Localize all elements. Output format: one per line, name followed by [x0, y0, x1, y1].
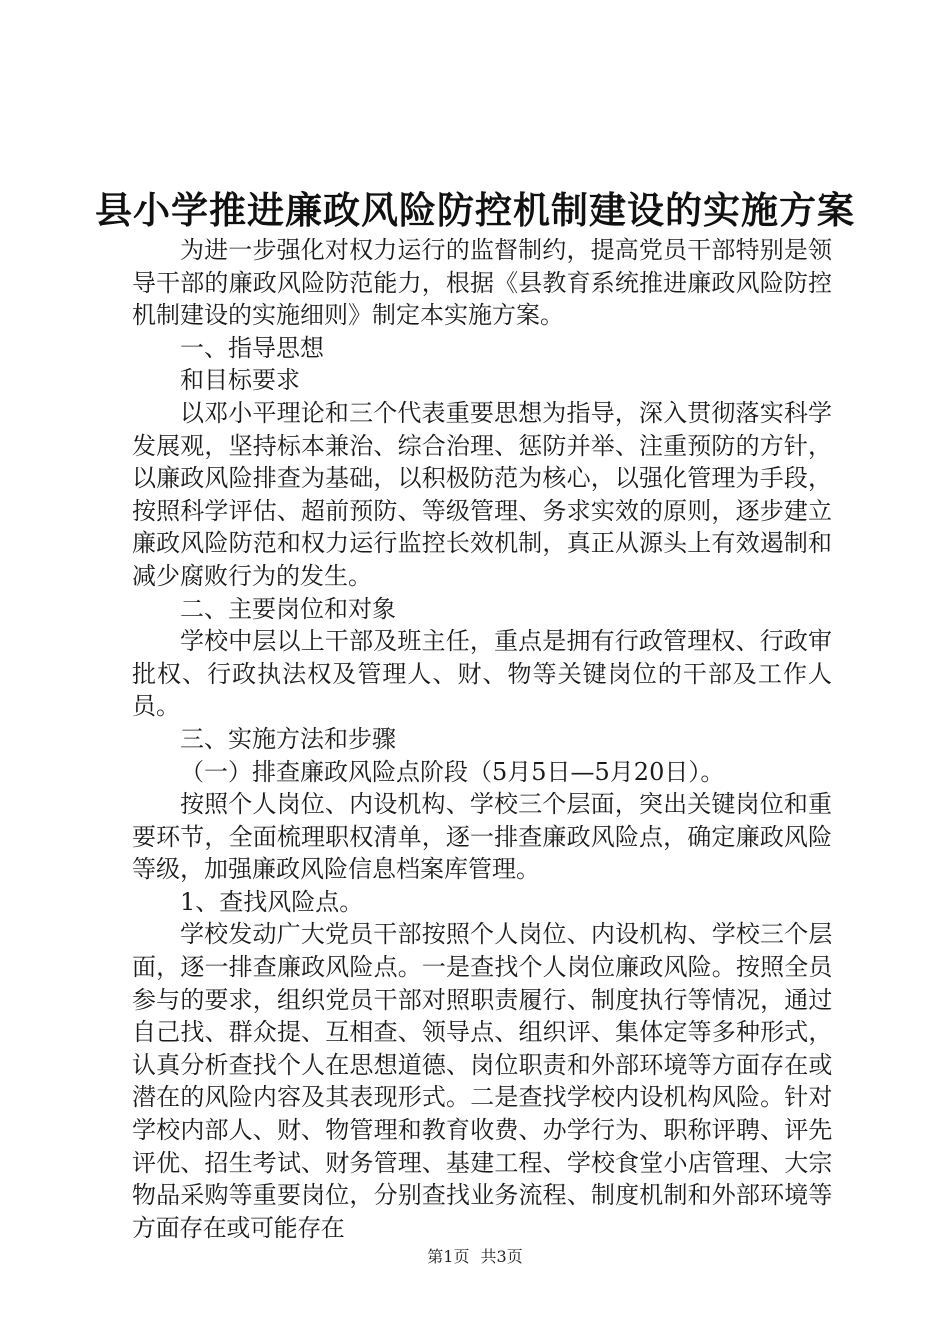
page-number-current: 第1页 [427, 1247, 470, 1266]
heading-main-positions: 二、主要岗位和对象 [180, 594, 396, 623]
paragraph-main-positions: 学校中层以上干部及班主任，重点是拥有行政管理权、行政审批权、行政执法权及管理人、财、物等关键岗位的干部及工作人员。 [132, 627, 832, 721]
page-footer [0, 1244, 950, 1267]
heading-guiding-ideology: 一、指导思想 [180, 333, 324, 362]
document-title: 县小学推进廉政风险防控机制建设的实施方案 [95, 189, 855, 232]
page-number-total: 共3页 [480, 1247, 523, 1266]
paragraph-find-risk-points: 学校发动广大党员干部按照个人岗位、内设机构、学校三个层面，逐一排查廉政风险点。一是查找个人岗位廉政风险。按照全员参与的要求，组织党员干部对照职责履行、制度执行等情况，通过自己找、群众提、互相查、领导点、组织评、集体定等多种形式，认真分析查找个人在思想道德、岗位职责和外部环境等方面存在或潜在的风险内容及其表现形式。二是查找学校内设机构风险。针对学校内部人、财、物管理和教育收费、办学行为、职称评聘、评先评优、招生考试、财务管理、基建工程、学校食堂小店管理、大宗物品采购等重要岗位，分别查找业务流程、制度机制和外部环境等方面存在或可能存在 [132, 920, 832, 1242]
paragraph-stage-one: 按照个人岗位、内设机构、学校三个层面，突出关键岗位和重要环节，全面梳理职权清单，逐一排查廉政风险点，确定廉政风险等级，加强廉政风险信息档案库管理。 [132, 790, 832, 884]
paragraph-guiding-ideology: 以邓小平理论和三个代表重要思想为指导，深入贯彻落实科学发展观，坚持标本兼治、综合治理、惩防并举、注重预防的方针，以廉政风险排查为基础，以积极防范为核心，以强化管理为手段，按照科学评估、超前预防、等级管理、务求实效的原则，逐步建立廉政风险防范和权力运行监控长效机制，真正从源头上有效遏制和减少腐败行为的发生。 [132, 398, 832, 590]
heading-goal-requirements: 和目标要求 [180, 366, 300, 395]
heading-implementation: 三、实施方法和步骤 [180, 724, 396, 753]
heading-stage-one: （一）排查廉政风险点阶段（5月5日—5月20日）。 [180, 757, 725, 786]
document-body [132, 234, 832, 1244]
heading-find-risk-points: 1、查找风险点。 [180, 887, 364, 916]
paragraph-intro: 为进一步强化对权力运行的监督制约，提高党员干部特别是领导干部的廉政风险防范能力，根据《县教育系统推进廉政风险防控机制建设的实施细则》制定本实施方案。 [132, 236, 832, 330]
